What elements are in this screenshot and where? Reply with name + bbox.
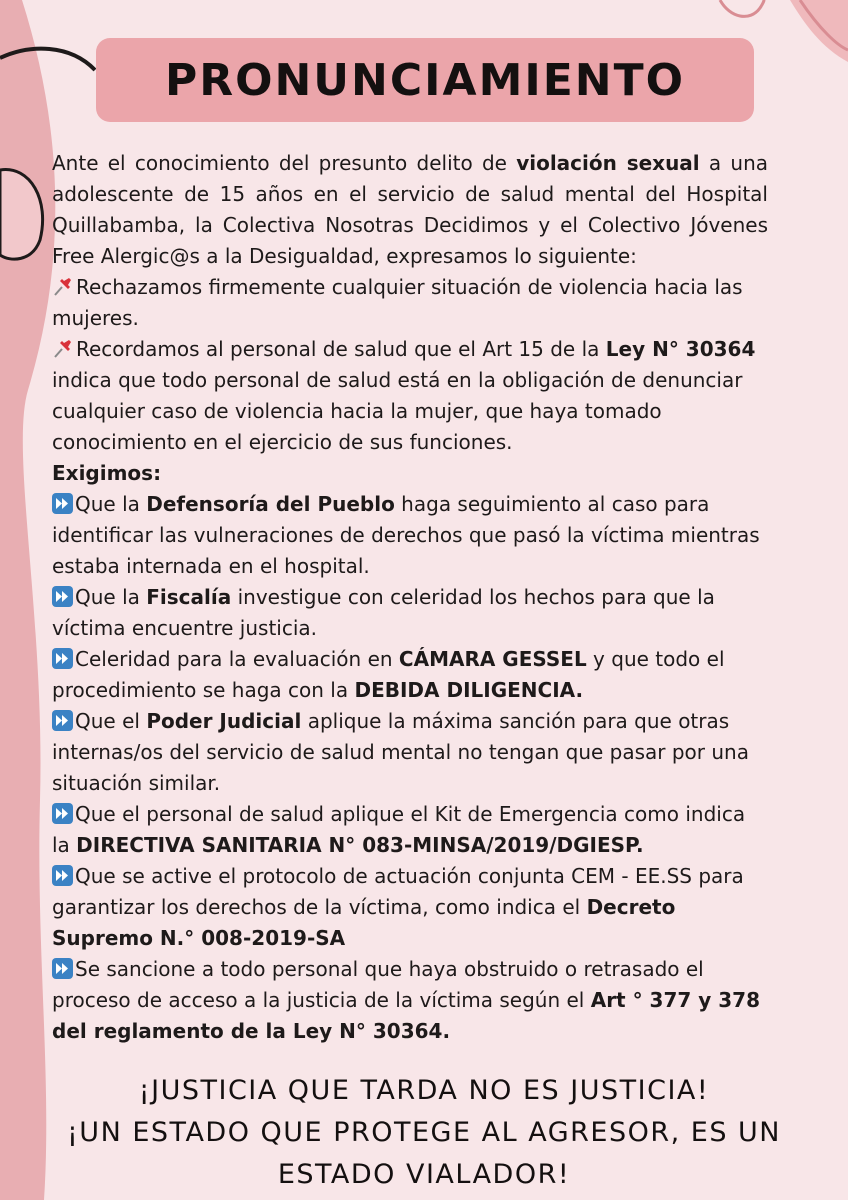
demand-item: Que el Poder Judicial aplique la máxima sanción para que otras internas/os del servicio de salud mental no tengan que pasar por una situación similar. bbox=[52, 709, 749, 795]
slogan-footer bbox=[40, 1070, 808, 1196]
fast-forward-icon bbox=[52, 958, 73, 979]
fast-forward-icon bbox=[52, 865, 73, 886]
demand-item: Que la Defensoría del Pueblo haga seguimiento al caso para identificar las vulneraciones de derechos que pasó la víctima mientras estaba internada en el hospital. bbox=[52, 492, 760, 578]
slogan-line-2: ¡UN ESTADO QUE PROTEGE AL AGRESOR, ES UN bbox=[66, 1117, 781, 1148]
title-banner bbox=[96, 38, 754, 122]
statement-body bbox=[52, 148, 768, 1047]
top-right-loop bbox=[720, 0, 764, 16]
demand-item: Que la Fiscalía investigue con celeridad los hechos para que la víctima encuentre justicia. bbox=[52, 585, 715, 640]
pin-point-1: Rechazamos firmemente cualquier situación de violencia hacia las mujeres. bbox=[52, 275, 743, 330]
demand-item: Que el personal de salud aplique el Kit de Emergencia como indica la DIRECTIVA SANITARIA N° 083-MINSA/2019/DGIESP. bbox=[52, 802, 746, 857]
top-right-ribbon bbox=[790, 0, 848, 62]
pin-point-2: Recordamos al personal de salud que el Art 15 de la Ley N° 30364 indica que todo personal de salud está en la obligación de denunciar cualquier caso de violencia hacia la mujer, que haya tomado conocimiento en el ejercicio de sus funciones. bbox=[52, 337, 756, 454]
intro-highlight: violación sexual bbox=[516, 151, 700, 175]
demand-item: Se sancione a todo personal que haya obstruido o retrasado el proceso de acceso a la justicia de la víctima según el Art ° 377 y 378 del reglamento de la Ley N° 30364. bbox=[52, 957, 761, 1043]
slogan-line-1: ¡JUSTICIA QUE TARDA NO ES JUSTICIA! bbox=[138, 1075, 710, 1106]
demand-item: Que se active el protocolo de actuación conjunta CEM - EE.SS para garantizar los derechos de la víctima, como indica el Decreto Supremo N.° 008-2019-SA bbox=[52, 864, 744, 950]
demands-heading: Exigimos: bbox=[52, 461, 162, 485]
fast-forward-icon bbox=[52, 803, 73, 824]
demand-item: Celeridad para la evaluación en CÁMARA GESSEL y que todo el procedimiento se haga con la DEBIDA DILIGENCIA. bbox=[52, 647, 725, 702]
intro-paragraph: Ante el conocimiento del presunto delito de violación sexual a una adolescente de 15 años en el servicio de salud mental del Hospital Quillabamba, la Colectiva Nosotras Decidimos y el Colectivo Jóvenes Free Alergic@s a la Desigualdad, expresamos lo siguiente: bbox=[52, 151, 769, 268]
slogan-line-3: ESTADO VIALADOR! bbox=[277, 1159, 571, 1190]
pushpin-icon bbox=[52, 337, 74, 359]
page-title: PRONUNCIAMIENTO bbox=[164, 54, 686, 106]
fast-forward-icon bbox=[52, 586, 73, 607]
fast-forward-icon bbox=[52, 710, 73, 731]
fast-forward-icon bbox=[52, 648, 73, 669]
pushpin-icon bbox=[52, 275, 74, 297]
fast-forward-icon bbox=[52, 493, 73, 514]
